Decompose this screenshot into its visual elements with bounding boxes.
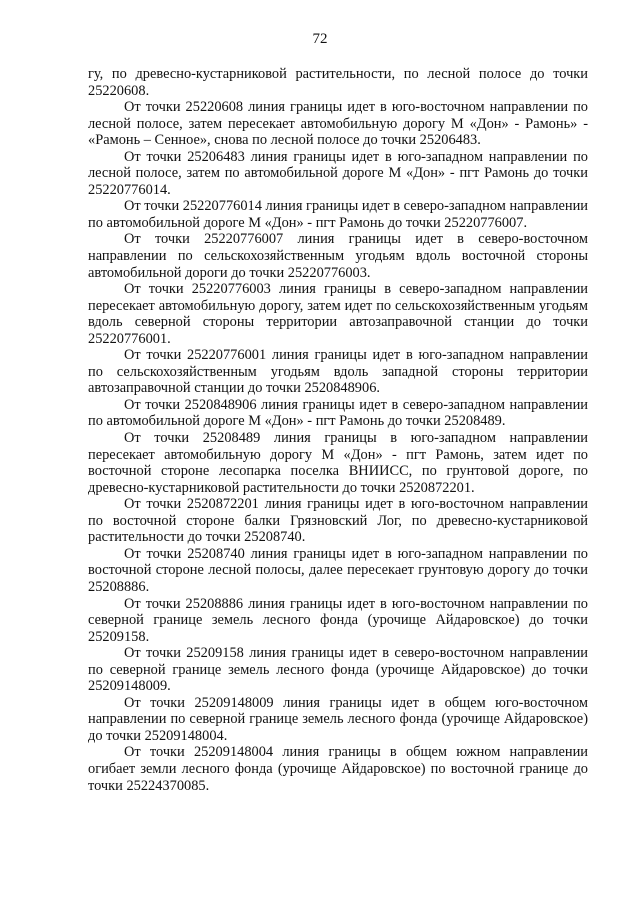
paragraph: От точки 25208886 линия границы идет в юго-восточном направлении по северной границе земель лесного фонда (урочище Айдаровское) до точки 25209158.	[88, 595, 588, 645]
paragraph: От точки 25206483 линия границы идет в юго-западном направлении по лесной полосе, затем по автомобильной дороге М «Дон» - пгт Рамонь до точки 25220776014.	[88, 148, 588, 198]
document-body	[88, 66, 588, 794]
paragraph: От точки 2520872201 линия границы идет в юго-восточном направлении по восточной стороне балки Грязновский Лог, по древесно-кустарниковой растительности до точки 25208740.	[88, 496, 588, 546]
paragraph: От точки 25209148004 линия границы в общем южном направлении огибает земли лесного фонда (урочище Айдаровское) по восточной границе до точки 25224370085.	[88, 744, 588, 794]
paragraph: От точки 25209158 линия границы идет в северо-восточном направлении по северной границе земель лесного фонда (урочище Айдаровское) до точки 25209148009.	[88, 645, 588, 695]
paragraph: От точки 25220608 линия границы идет в юго-восточном направлении по лесной полосе, затем пересекает автомобильную дорогу М «Дон» - Рамонь» - «Рамонь – Сенное», снова по лесной полосе до точки 25206483.	[88, 99, 588, 149]
paragraph: От точки 25220776003 линия границы в северо-западном направлении пересекает автомобильную дорогу, затем идет по сельскохозяйственным угодьям вдоль северной стороны территории автозаправочной станции до точки 25220776001.	[88, 281, 588, 347]
paragraph: От точки 25209148009 линия границы идет в общем юго-восточном направлении по северной границе земель лесного фонда (урочище Айдаровское) до точки 25209148004.	[88, 694, 588, 744]
paragraph: От точки 25220776007 линия границы идет в северо-восточном направлении по сельскохозяйственным угодьям вдоль восточной стороны автомобильной дороги до точки 25220776003.	[88, 231, 588, 281]
paragraph: От точки 25208489 линия границы в юго-западном направлении пересекает автомобильную дорогу М «Дон» - пгт Рамонь, затем идет по восточной стороне лесопарка поселка ВНИИСС, по грунтовой дороге, по древесно-кустарниковой растительности до точки 2520872201.	[88, 430, 588, 496]
paragraph: От точки 25208740 линия границы идет в юго-западном направлении по восточной стороне лесной полосы, далее пересекает грунтовую дорогу до точки 25208886.	[88, 545, 588, 595]
page-number: 72	[312, 31, 328, 47]
paragraph-continuation: гу, по древесно-кустарниковой растительности, по лесной полосе до точки 25220608.	[88, 66, 588, 99]
paragraph: От точки 2520848906 линия границы идет в северо-западном направлении по автомобильной дороге М «Дон» - пгт Рамонь до точки 25208489.	[88, 396, 588, 430]
paragraph: От точки 25220776001 линия границы идет в юго-западном направлении по сельскохозяйственным угодьям вдоль западной стороны территории автозаправочной станции до точки 2520848906.	[88, 347, 588, 397]
paragraph: От точки 25220776014 линия границы идет в северо-западном направлении по автомобильной дороге М «Дон» - пгт Рамонь до точки 25220776007.	[88, 198, 588, 231]
